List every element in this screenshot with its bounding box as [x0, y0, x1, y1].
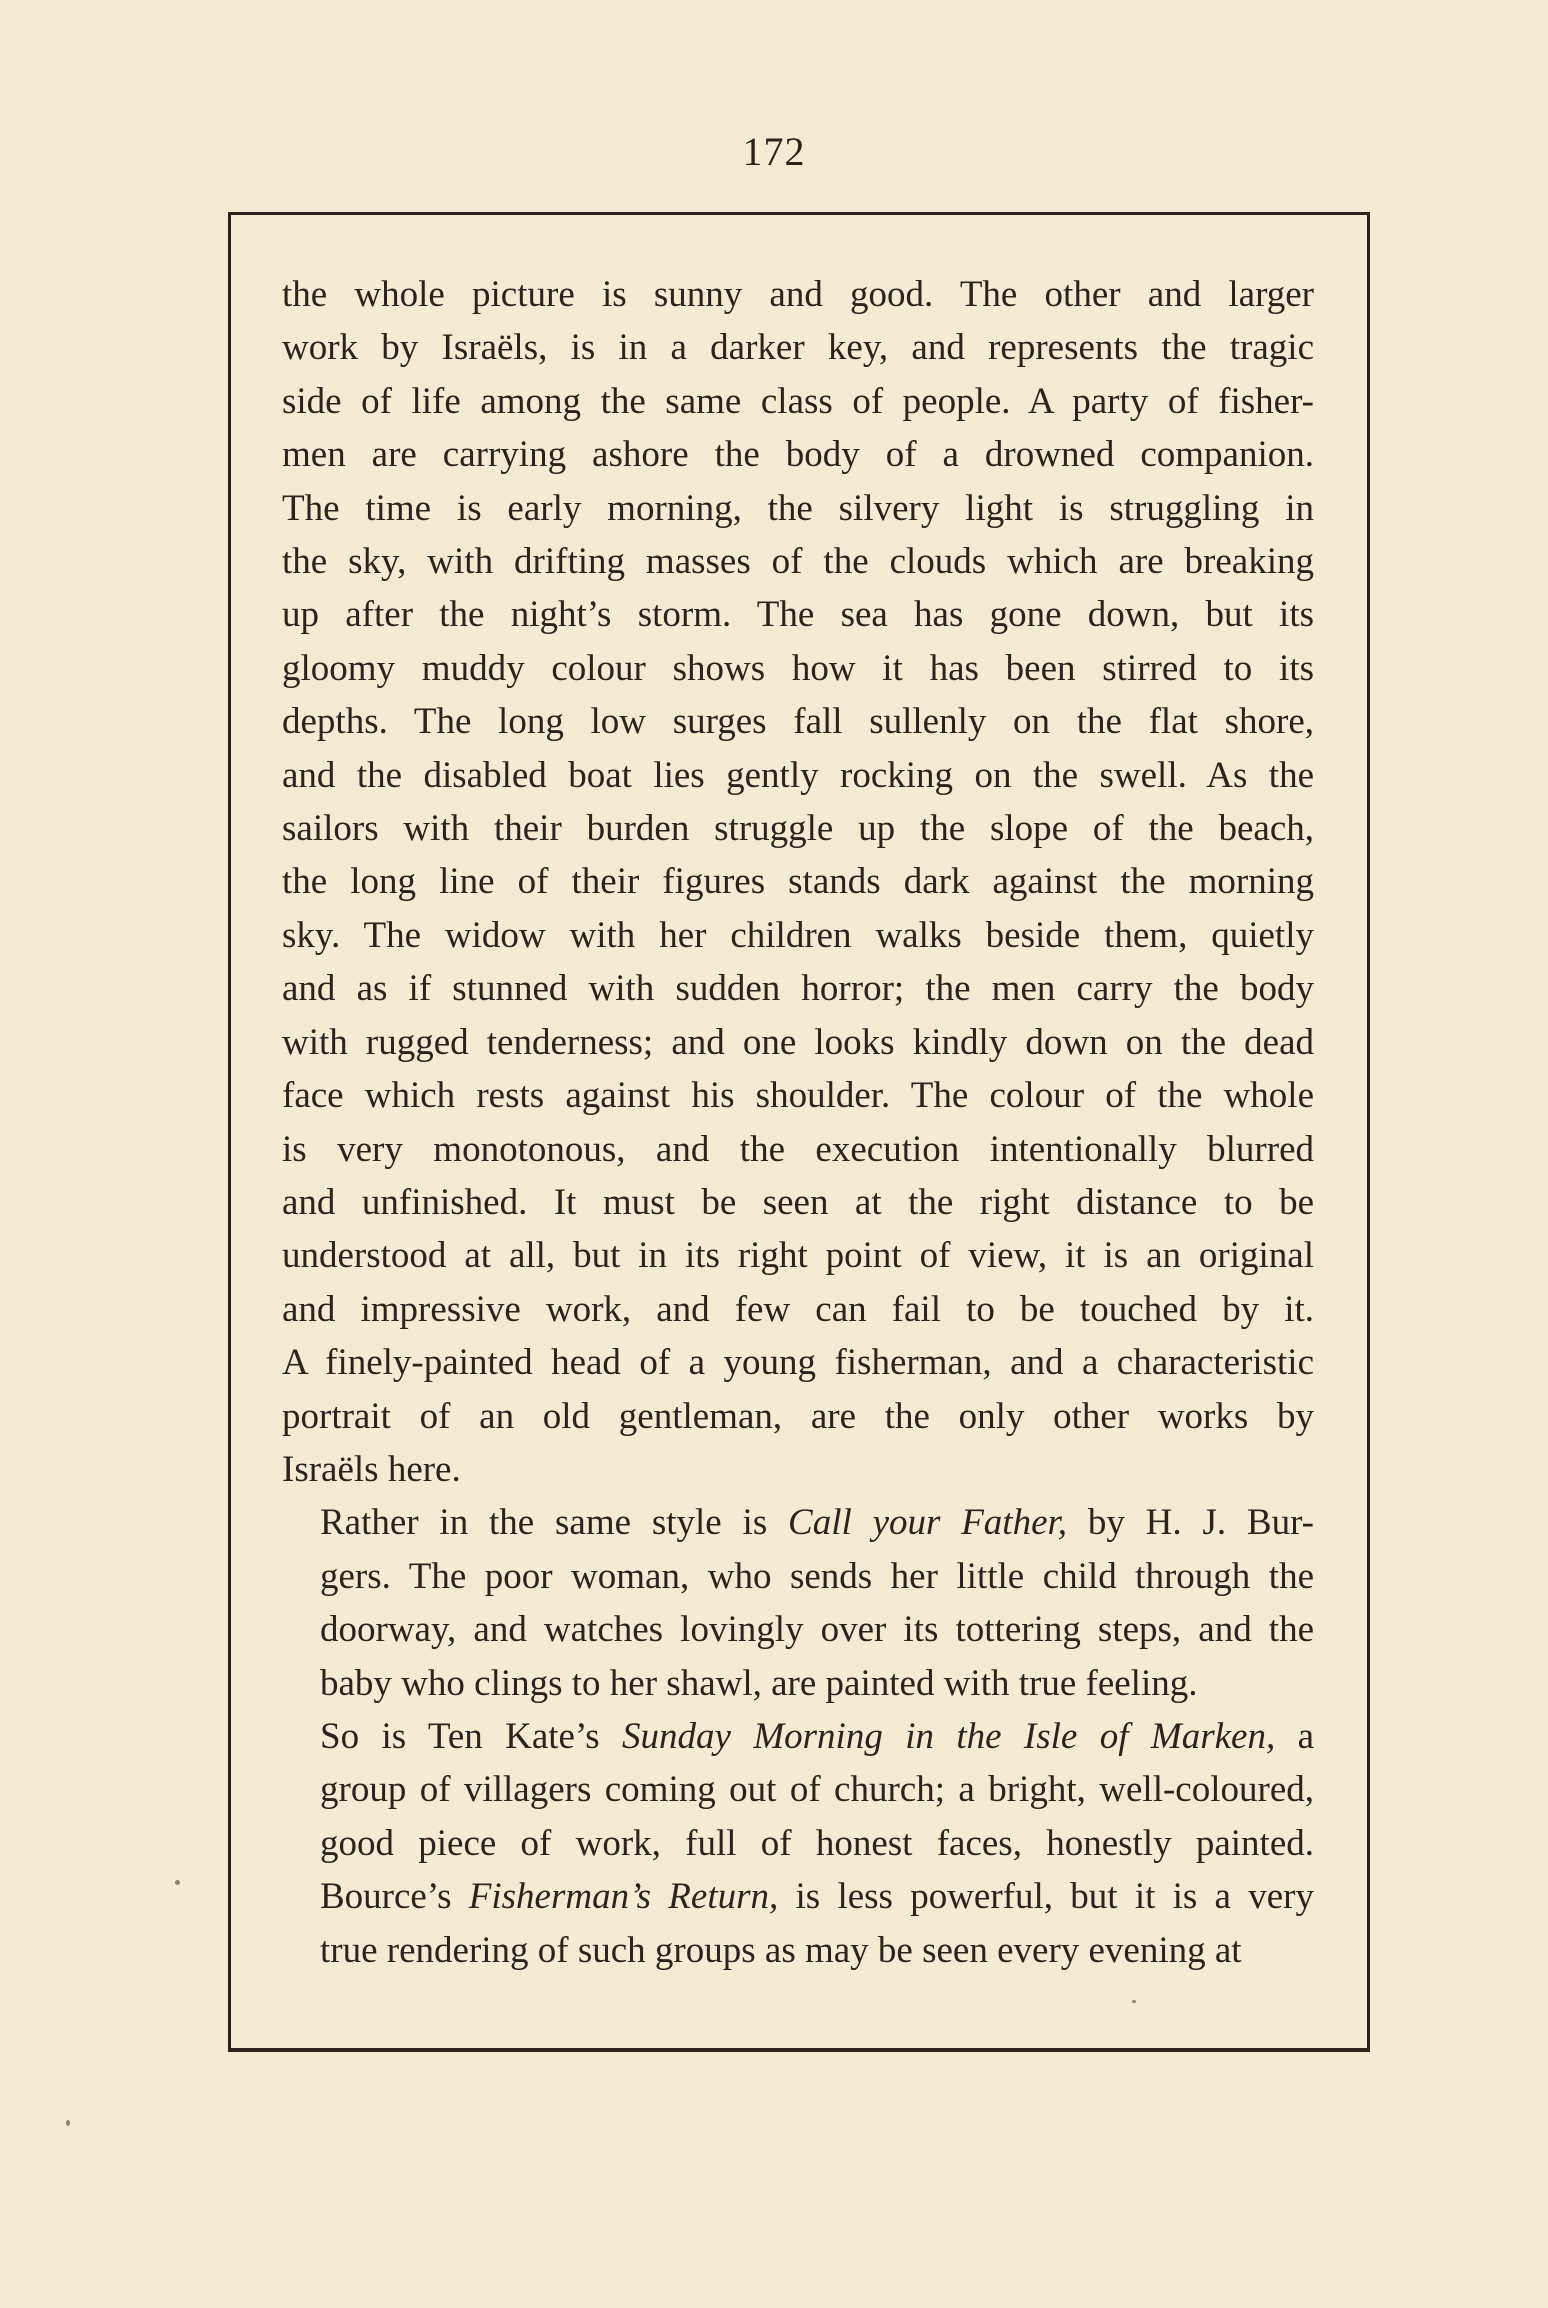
text-line: men are carrying ashore the body of a drowned companion. — [282, 434, 1314, 476]
text-line: and unfinished. It must be seen at the right distance to be — [282, 1181, 1314, 1223]
artwork-title: Fisherman’s Return, — [468, 1876, 779, 1918]
text-segment: a — [1275, 1715, 1314, 1757]
text-line: baby who clings to her shawl, are painted with true feeling. — [320, 1662, 1198, 1704]
text-line: gloomy muddy colour shows how it has been stirred to its — [282, 647, 1314, 689]
text-line: portrait of an old gentleman, are the only other works by — [282, 1395, 1314, 1437]
paragraph — [282, 268, 1314, 1496]
text-line: gers. The poor woman, who sends her little child through the — [320, 1555, 1314, 1597]
text-segment: Rather in the same style is — [320, 1502, 789, 1544]
text-segment: is less powerful, but it is a very — [778, 1876, 1314, 1918]
text-line: and as if stunned with sudden horror; the men carry the body — [282, 968, 1314, 1010]
print-speck — [175, 1880, 180, 1885]
text-line: depths. The long low surges fall sullenly on the flat shore, — [282, 701, 1314, 743]
text-segment: Bource’s — [320, 1876, 469, 1918]
text-line — [282, 1710, 1314, 1763]
print-speck — [1132, 2000, 1136, 2003]
text-line: doorway, and watches lovingly over its tottering steps, and the — [320, 1609, 1314, 1651]
artwork-title: Call your Father, — [788, 1502, 1068, 1544]
text-line: true rendering of such groups as may be seen every evening at — [320, 1929, 1242, 1971]
text-line: the sky, with drifting masses of the clouds which are breaking — [282, 541, 1314, 583]
text-line: The time is early morning, the silvery light is struggling in — [282, 487, 1314, 529]
text-line: and impressive work, and few can fail to be touched by it. — [282, 1288, 1314, 1330]
text-line: work by Israëls, is in a darker key, and represents the tragic — [282, 327, 1314, 369]
text-line: up after the night’s storm. The sea has gone down, but its — [282, 594, 1314, 636]
body-text — [282, 268, 1314, 1977]
text-line: the long line of their figures stands dark against the morning — [282, 861, 1314, 903]
text-line — [282, 1870, 1314, 1923]
text-line: A finely-painted head of a young fisherman, and a characteristic — [282, 1342, 1314, 1384]
artwork-title: Sunday Morning in the Isle of Marken, — [622, 1715, 1276, 1757]
text-line: the whole picture is sunny and good. The other and larger — [282, 274, 1314, 315]
text-line: understood at all, but in its right point of view, it is an original — [282, 1235, 1314, 1277]
text-line — [282, 1496, 1314, 1549]
page-number: 172 — [742, 129, 806, 174]
text-line: face which rests against his shoulder. The colour of the whole — [282, 1075, 1314, 1117]
text-line: good piece of work, full of honest faces, honestly painted. — [320, 1822, 1314, 1864]
print-speck — [66, 2120, 70, 2126]
text-line: group of villagers coming out of church; a bright, well-coloured, — [320, 1769, 1314, 1811]
text-segment: by H. J. Bur- — [1067, 1502, 1314, 1544]
text-line: side of life among the same class of people. A party of fisher- — [282, 380, 1314, 422]
text-line: and the disabled boat lies gently rocking on the swell. As the — [282, 754, 1314, 796]
text-line: sailors with their burden struggle up the slope of the beach, — [282, 808, 1314, 850]
text-line: with rugged tenderness; and one looks kindly down on the dead — [282, 1021, 1314, 1063]
paragraph — [282, 1710, 1314, 1977]
text-segment: So is Ten Kate’s — [320, 1715, 623, 1757]
text-line: sky. The widow with her children walks beside them, quietly — [282, 914, 1314, 956]
text-line: is very monotonous, and the execution intentionally blurred — [282, 1128, 1314, 1170]
paragraph — [282, 1496, 1314, 1710]
text-line: Israëls here. — [282, 1448, 461, 1490]
